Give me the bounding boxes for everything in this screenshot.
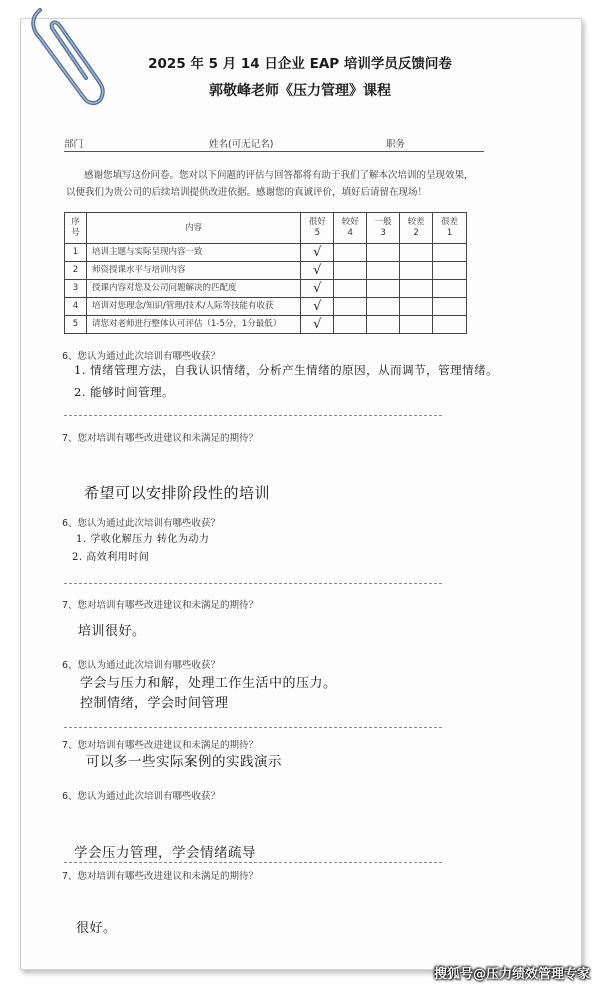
question-6: 6、您认为通过此次培训有哪些收获？ — [62, 660, 221, 671]
handwritten-answer: 2. 能够时间管理。 — [74, 385, 175, 399]
rating-table-header — [65, 213, 467, 244]
handwritten-answer: 很好。 — [76, 921, 117, 936]
question-7: 7、您对培训有哪些改进建议和未满足的期待？ — [62, 600, 259, 611]
intro-line-1: 感谢您填写这份问卷。您对以下问题的评估与回答都将有助于我们了解本次培训的呈现效果， — [84, 170, 474, 181]
table-row — [65, 262, 467, 280]
header-rating-2: 较差 2 — [400, 213, 433, 244]
survey-title: 2025 年 5 月 14 日企业 EAP 培训学员反馈问卷 — [148, 56, 452, 72]
question-7: 7、您对培训有哪些改进建议和未满足的期待？ — [62, 871, 259, 882]
check-mark: √ — [301, 244, 334, 262]
row-content: 师资授课水平与培训内容 — [86, 262, 300, 280]
row-no: 5 — [65, 316, 87, 334]
watermark: 搜狐号@压力绩效管理专家 — [433, 967, 590, 982]
check-mark: √ — [301, 262, 334, 280]
department-label: 部门 — [64, 139, 84, 150]
handwritten-answer: 学会压力管理，学会情绪疏导 — [74, 845, 256, 861]
header-rating-3: 一般 3 — [367, 213, 400, 244]
header-rating-4: 较好 4 — [334, 213, 367, 244]
question-6: 6、您认为通过此次培训有哪些收获？ — [62, 518, 221, 529]
table-row — [65, 316, 467, 334]
course-title: 郭敬峰老师《压力管理》课程 — [209, 83, 391, 99]
position-label: 职务 — [386, 139, 406, 150]
question-7: 7、您对培训有哪些改进建议和未满足的期待？ — [62, 740, 259, 751]
header-no: 序号 — [65, 213, 87, 244]
question-7: 7、您对培训有哪些改进建议和未满足的期待？ — [62, 433, 259, 444]
intro-text — [66, 167, 484, 201]
divider — [64, 727, 442, 728]
respondent-info-row — [64, 135, 484, 152]
table-row — [65, 244, 467, 262]
check-mark: √ — [301, 316, 334, 334]
row-no: 1 — [65, 244, 87, 262]
handwritten-answer: 1. 情绪管理方法，自我认识情绪，分析产生情绪的原因，从而调节，管理情绪。 — [74, 363, 499, 377]
name-label: 姓名(可无记名) — [209, 139, 274, 150]
divider — [64, 583, 442, 584]
row-no: 3 — [65, 280, 87, 298]
divider — [64, 415, 442, 416]
table-row — [65, 298, 467, 316]
handwritten-answer: 学会与压力和解，处理工作生活中的压力。 — [80, 676, 337, 691]
row-no: 4 — [65, 298, 87, 316]
header-rating-5: 很好 5 — [301, 213, 334, 244]
header-content: 内容 — [86, 213, 300, 244]
row-content: 请您对老师进行整体认可评估（1-5分，1分最低） — [86, 316, 300, 334]
intro-line-2: 以便我们为贵公司的后续培训提供改进依据。感谢您的真诚评价，填好后请留在现场！ — [66, 187, 428, 198]
header-rating-1: 很差 1 — [433, 213, 467, 244]
handwritten-answer: 培训很好。 — [78, 624, 146, 639]
question-6: 6、您认为通过此次培训有哪些收获？ — [62, 351, 221, 362]
check-mark: √ — [301, 280, 334, 298]
handwritten-answer: 1. 学收化解压力 转化为动力 — [76, 534, 210, 545]
handwritten-answer: 控制情绪，学会时间管理 — [80, 696, 229, 711]
question-6: 6、您认为通过此次培训有哪些收获？ — [62, 791, 221, 802]
check-mark: √ — [301, 298, 334, 316]
divider — [64, 862, 442, 863]
row-content: 培训主题与实际呈现内容一致 — [86, 244, 300, 262]
rating-table — [64, 212, 467, 334]
row-no: 2 — [65, 262, 87, 280]
row-content: 培训对您理念/知识/管理/技术/人际等技能有收获 — [86, 298, 300, 316]
handwritten-answer: 可以多一些实际案例的实践演示 — [86, 754, 282, 770]
handwritten-answer: 2. 高效利用时间 — [72, 552, 150, 563]
table-row — [65, 280, 467, 298]
handwritten-answer: 希望可以安排阶段性的培训 — [84, 484, 271, 502]
row-content: 授课内容对您及公司问题解决的匹配度 — [86, 280, 300, 298]
